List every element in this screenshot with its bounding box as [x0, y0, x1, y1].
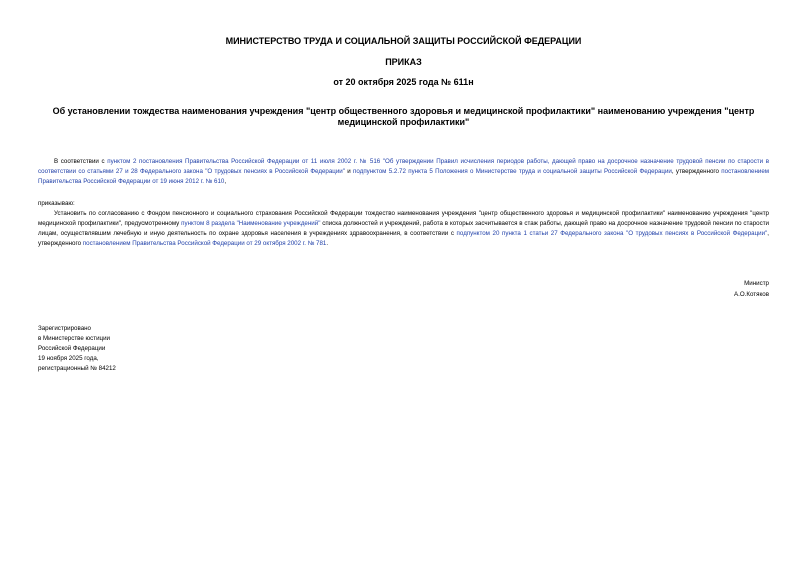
establish-link-subpoint-20[interactable]: подпунктом 20 пункта 1 статьи 27 Федерального закона "О трудовых пенсиях в Российской Федерации" — [456, 230, 768, 237]
registration-line: Зарегистрировано — [38, 325, 91, 332]
basis-link-decree-516[interactable]: пунктом 2 постановления Правительства Российской Федерации от 11 июля 2002 г. № 516 "Об утверждении Правил исчисления периодов работы, дающей право на досрочное назначение трудовой пенсии по старости в соответствии со статьями 27 и 28 Федерального закона "О трудовых пенсиях в Российской Федерации" — [38, 158, 769, 175]
basis-text-2: и — [344, 168, 354, 175]
establish-text-3: , утвержденного — [38, 230, 769, 247]
registration-line: регистрационный № 84212 — [38, 365, 116, 372]
signatory-position: Министр — [744, 280, 769, 287]
order-date-number: от 20 октября 2025 года № 611н — [333, 77, 474, 87]
order-title: Об установлении тождества наименования учреждения "центр общественного здоровья и медицинской профилактики" наименованию учреждения "центр медицинской профилактики" — [52, 106, 755, 127]
establish-link-point-8[interactable]: пунктом 8 раздела "Наименование учреждений" — [181, 220, 321, 227]
basis-link-decree-610[interactable]: постановлением Правительства Российской Федерации от 19 июня 2012 г. № 610 — [38, 168, 770, 185]
basis-paragraph — [38, 157, 769, 187]
order-word: приказываю: — [38, 200, 75, 207]
registration-block — [38, 324, 116, 374]
establish-text-1: Установить по согласованию с Фондом пенсионного и социального страхования Российской Федерации тождество наименования учреждения "центр общественного здоровья и медицинской профилактики" наименованию учреждения "центр медицинской профилактики", предусмотренному — [38, 210, 769, 227]
basis-link-regulation-5-2-72[interactable]: подпунктом 5.2.72 пункта 5 Положения о Министерстве труда и социальной защиты Российской Федерации — [353, 168, 672, 175]
basis-text-3: , утвержденного — [671, 168, 722, 175]
basis-text-4: , — [224, 178, 227, 185]
establish-text-4: . — [326, 240, 329, 247]
registration-line: Российской Федерации — [38, 345, 106, 352]
establish-text-2: списка должностей и учреждений, работа в которых засчитывается в стаж работы, дающей право на досрочное назначение трудовой пенсии по старости лицам, осуществлявшим лечебную и иную деятельность по охране здоровья населения в учреждениях здравоохранения, в соответствии с — [38, 220, 769, 237]
registration-line: 19 ноября 2025 года, — [38, 355, 99, 362]
registration-line: в Министерстве юстиции — [38, 335, 111, 342]
establish-link-decree-781[interactable]: постановлением Правительства Российской Федерации от 29 октября 2002 г. № 781 — [82, 240, 327, 247]
signatory-name: А.О.Котяков — [734, 291, 769, 298]
order-type-heading: ПРИКАЗ — [385, 57, 422, 67]
basis-text-1: В соответствии с — [54, 158, 108, 165]
establish-paragraph — [38, 209, 769, 249]
ministry-heading: МИНИСТЕРСТВО ТРУДА И СОЦИАЛЬНОЙ ЗАЩИТЫ РОССИЙСКОЙ ФЕДЕРАЦИИ — [225, 36, 582, 46]
